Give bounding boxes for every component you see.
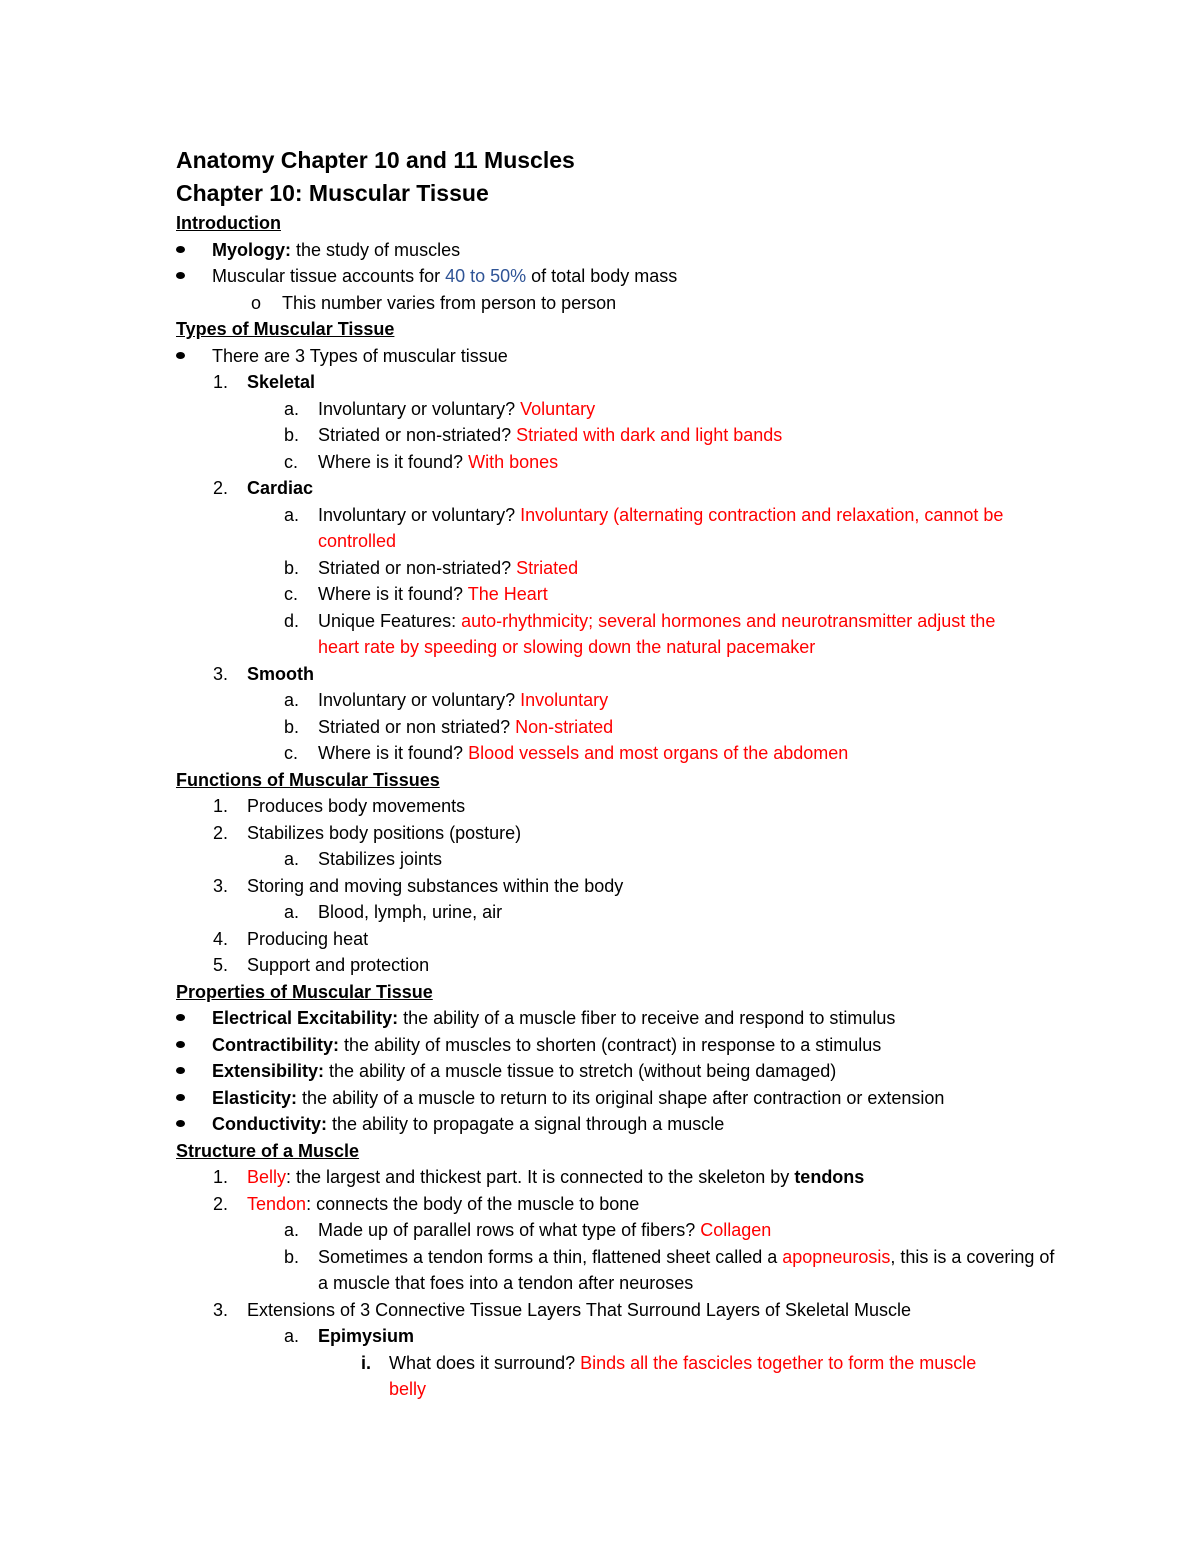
list-item: 3. Smooth [213, 663, 314, 684]
list-item: a. Epimysium [284, 1326, 415, 1346]
chapter-title: Chapter 10: Muscular Tissue [176, 180, 489, 206]
term: Myology: [212, 239, 291, 260]
term: apopneurosis [782, 1246, 891, 1267]
list-item: a. Involuntary or voluntary? Involuntary [284, 690, 609, 710]
list-item: Myology: the study of muscles [176, 237, 1056, 264]
bullet-icon [176, 237, 185, 264]
list-item: 4. Producing heat [213, 928, 369, 949]
sub-bullet-marker: o [251, 292, 262, 313]
list-item: b. Striated or non-striated? Striated with dark and light bands [284, 425, 783, 445]
list-item: a. Stabilizes joints [284, 849, 443, 869]
list-item: 2. Tendon: connects the body of the muscle to bone [213, 1193, 640, 1214]
answer: Striated with dark and light bands [516, 425, 783, 445]
list-item: c. Where is it found? With bones [284, 451, 559, 472]
term: Tendon [247, 1193, 307, 1214]
list-item: 3. Storing and moving substances within the body [213, 875, 624, 896]
list-item: a. Made up of parallel rows of what type of fibers? Collagen [284, 1220, 772, 1240]
list-item: 2. Stabilizes body positions (posture) [213, 822, 522, 843]
list-item: 3. Extensions of 3 Connective Tissue Layers That Surround Layers of Skeletal Muscle [213, 1299, 912, 1320]
list-item: c. Where is it found? Blood vessels and most organs of the abdomen [284, 743, 849, 763]
list-item: a. Blood, lymph, urine, air [284, 902, 503, 922]
list-item: Elasticity: the ability of a muscle to return to its original shape after contraction or extension [176, 1085, 1056, 1112]
section-heading-types: Types of Muscular Tissue [176, 319, 395, 339]
list-item: Conductivity: the ability to propagate a signal through a muscle [176, 1111, 1056, 1138]
list-item: Muscular tissue accounts for 40 to 50% of total body mass [176, 263, 1056, 290]
section-heading-functions: Functions of Muscular Tissues [176, 769, 440, 790]
list-item: a. Involuntary or voluntary? Voluntary [284, 398, 596, 419]
list-item: 1. Produces body movements [213, 796, 466, 816]
bullet-icon [176, 1032, 185, 1059]
answer: The Heart [467, 584, 548, 604]
answer: Binds all the fascicles together to form the muscle belly [389, 1352, 977, 1399]
list-item: a. Involuntary or voluntary? Involuntary (alternating contraction and relaxation, cannot be controlled [284, 504, 1004, 551]
answer: With bones [468, 451, 559, 472]
section-heading-properties: Properties of Muscular Tissue [176, 981, 433, 1002]
document-content [176, 144, 1056, 1403]
answer: Blood vessels and most organs of the abdomen [468, 743, 849, 763]
list-item: b. Striated or non striated? Non-striated [284, 716, 614, 737]
answer: Non-striated [515, 716, 614, 737]
answer: Involuntary (alternating contraction and relaxation, cannot be controlled [318, 504, 1004, 551]
list-item: Extensibility: the ability of a muscle tissue to stretch (without being damaged) [176, 1058, 1056, 1085]
list-item: i. What does it surround? Binds all the fascicles together to form the muscle belly [361, 1352, 977, 1399]
section-heading-structure: Structure of a Muscle [176, 1140, 360, 1161]
list-item: b. Striated or non-striated? Striated [284, 557, 579, 578]
bullet-icon [176, 1058, 185, 1085]
bullet-icon [176, 343, 185, 370]
bullet-icon [176, 1005, 185, 1032]
list-item: 2. Cardiac [213, 478, 314, 498]
list-item: c. Where is it found? The Heart [284, 584, 548, 604]
bullet-icon [176, 1111, 185, 1138]
list-item: Electrical Excitability: the ability of a muscle fiber to receive and respond to stimulus [176, 1005, 1056, 1032]
list-item: o This number varies from person to person [176, 290, 1056, 317]
list-item: d. Unique Features: auto-rhythmicity; several hormones and neurotransmitter adjust the heart rate by speeding or slowing down the natural pacemaker [284, 610, 996, 657]
list-item: b. Sometimes a tendon forms a thin, flattened sheet called a apopneurosis, this is a covering of a muscle that foes into a tendon after neuroses [284, 1246, 1055, 1293]
answer: auto-rhythmicity; several hormones and neurotransmitter adjust the heart rate by speeding or slowing down the natural pacemaker [318, 610, 996, 657]
bullet-icon [176, 1085, 185, 1112]
highlighted-value: 40 to 50% [445, 266, 527, 286]
term: Belly [247, 1167, 287, 1187]
answer: Collagen [700, 1220, 772, 1240]
list-item: 5. Support and protection [213, 955, 430, 975]
list-item: 1. Belly: the largest and thickest part. It is connected to the skeleton by tendons [213, 1167, 865, 1187]
answer: Striated [516, 557, 579, 578]
answer: Involuntary [520, 690, 609, 710]
list-item: There are 3 Types of muscular tissue [176, 343, 1056, 370]
answer: Voluntary [520, 398, 596, 419]
section-heading-introduction: Introduction [176, 213, 281, 233]
list-item: Contractibility: the ability of muscles to shorten (contract) in response to a stimulus [176, 1032, 1056, 1059]
document-title: Anatomy Chapter 10 and 11 Muscles [176, 147, 575, 173]
bullet-icon [176, 263, 185, 290]
list-item: 1. Skeletal [213, 372, 316, 392]
